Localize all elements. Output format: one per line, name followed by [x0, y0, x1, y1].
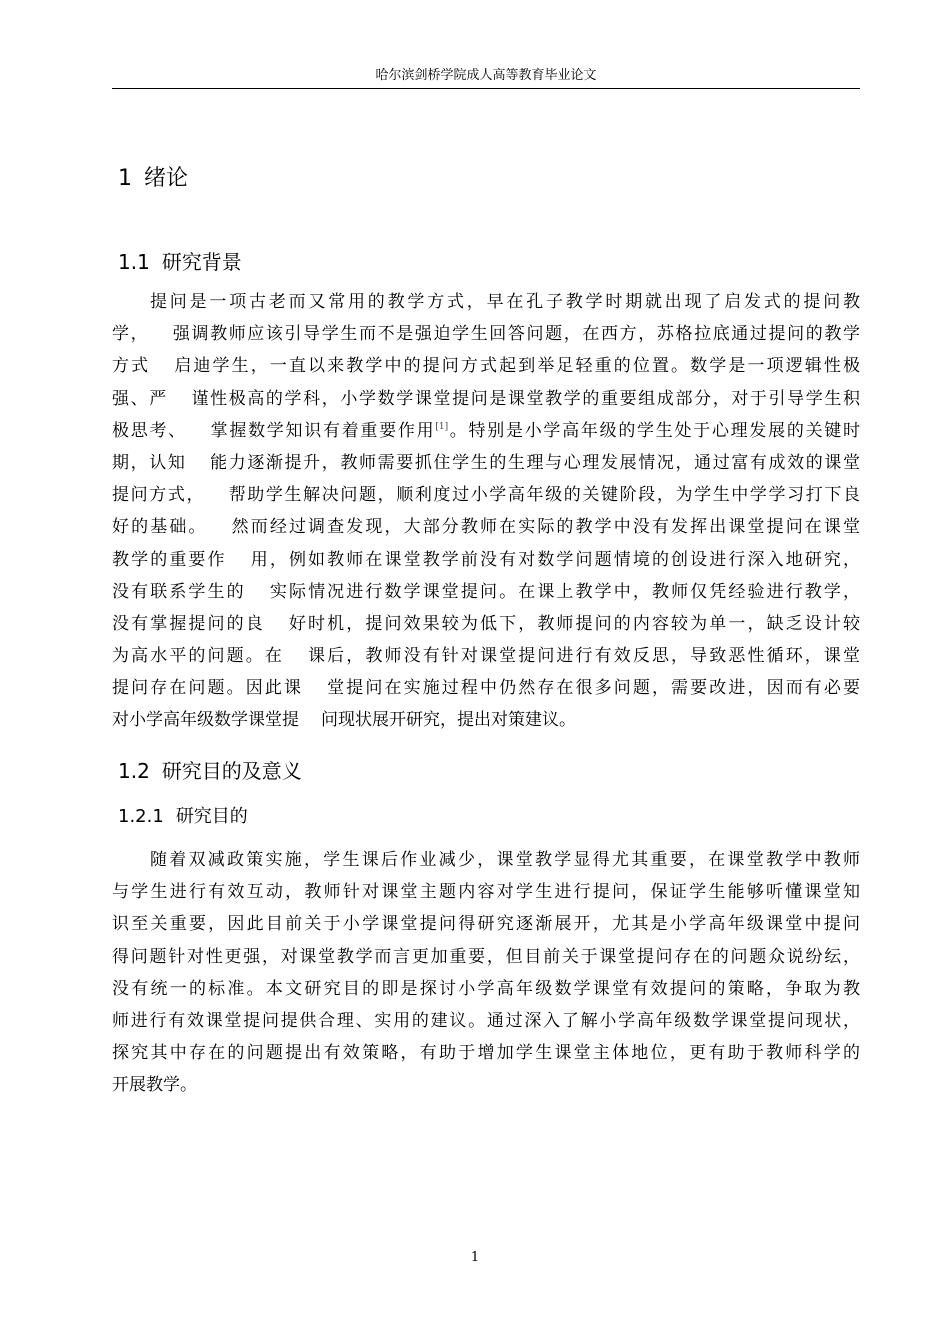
- section-title: 研究目的及意义: [161, 759, 302, 783]
- text-line: 识至关重要，因此目前关于小学课堂提问得研究逐渐展开，尤其是小学高年级课堂中提问: [112, 914, 860, 935]
- subsection-heading-1-2-1: [118, 804, 248, 830]
- chapter-title: 绪论: [144, 166, 189, 191]
- citation-marker: [1]: [435, 421, 449, 432]
- section-title: 研究背景: [161, 250, 242, 274]
- text-line: 得问题针对性更强，对课堂教学而言更加重要，但目前关于课堂提问存在的问题众说纷纭，: [112, 946, 860, 967]
- text-line: 期，认知 能力逐渐提升，教师需要抓住学生的生理与心理发展情况，通过富有成效的课堂: [112, 452, 861, 473]
- paragraph-research-background: [112, 286, 860, 737]
- text-line: 强、严 谨性极高的学科，小学数学课堂提问是课堂教学的重要组成部分，对于引导学生积: [112, 388, 861, 409]
- text-line: 提问是一项古老而又常用的教学方式，早在孔子教学时期就出现了启发式的提问教: [150, 292, 860, 312]
- text-line: 对小学高年级数学课堂提 问现状展开研究，提出对策建议。: [112, 710, 576, 731]
- section-heading-1-2: [118, 757, 302, 785]
- section-heading-1-1: [118, 248, 242, 276]
- text-line: 探究其中存在的问题提出有效策略，有助于增加学生课堂主体地位，更有助于教师科学的: [112, 1043, 860, 1064]
- text-line: 学， 强调教师应该引导学生而不是强迫学生回答问题，在西方，苏格拉底通过提问的教学: [112, 324, 861, 345]
- text-line: 方式 启迪学生，一直以来教学中的提问方式起到举足轻重的位置。数学是一项逻辑性极: [112, 356, 861, 377]
- text-line: 提问方式， 帮助学生解决问题，顺利度过小学高年级的关键阶段，为学生中学学习打下良: [112, 485, 860, 506]
- text-line: 没有掌握提问的良 好时机，提问效果较为低下，教师提问的内容较为单一，缺乏设计较: [112, 613, 861, 634]
- text-line: 教学的重要作 用，例如教师在课堂教学前没有对数学问题情境的创设进行深入地研究，: [112, 549, 861, 570]
- text-line: 与学生进行有效互动，教师针对课堂主题内容对学生进行提问，保证学生能够听懂课堂知: [112, 882, 860, 903]
- text-line: 没有联系学生的 实际情况进行数学课堂提问。在课上教学中，教师仅凭经验进行教学，: [112, 581, 861, 602]
- chapter-heading: [118, 164, 188, 194]
- text-line: 没有统一的标准。本文研究目的即是探讨小学高年级数学课堂有效提问的策略，争取为教: [112, 978, 860, 999]
- subsection-number: 1.2.1: [118, 806, 164, 827]
- section-number: 1.2: [118, 759, 150, 783]
- page-number: 1: [470, 1250, 480, 1265]
- header-rule: [112, 88, 860, 89]
- subsection-title: 研究目的: [175, 806, 248, 827]
- paragraph-research-purpose: [112, 844, 860, 1102]
- text-line: 好的基础。 然而经过调查发现，大部分教师在实际的教学中没有发挥出课堂提问在课堂: [112, 517, 861, 538]
- text-line: 师进行有效课堂提问提供合理、实用的建议。通过深入了解小学高年级数学课堂提问现状，: [112, 1010, 860, 1031]
- text-line: 为高水平的问题。在 课后，教师没有针对课堂提问进行有效反思，导致恶性循环，课堂: [112, 646, 861, 667]
- text-line: 随着双减政策实施，学生课后作业减少，课堂教学显得尤其重要，在课堂教学中教师: [150, 850, 860, 870]
- chapter-number: 1: [118, 166, 132, 191]
- text-line: 极思考、 掌握数学知识有着重要作用[1]。特别是小学高年级的学生处于心理发展的关键时: [112, 420, 861, 441]
- section-number: 1.1: [118, 250, 150, 274]
- text-line: 提问存在问题。因此课 堂提问在实施过程中仍然存在很多问题，需要改进，因而有必要: [112, 678, 861, 699]
- running-header: 哈尔滨剑桥学院成人高等教育毕业论文: [375, 68, 597, 83]
- text-line: 开展教学。: [112, 1075, 197, 1096]
